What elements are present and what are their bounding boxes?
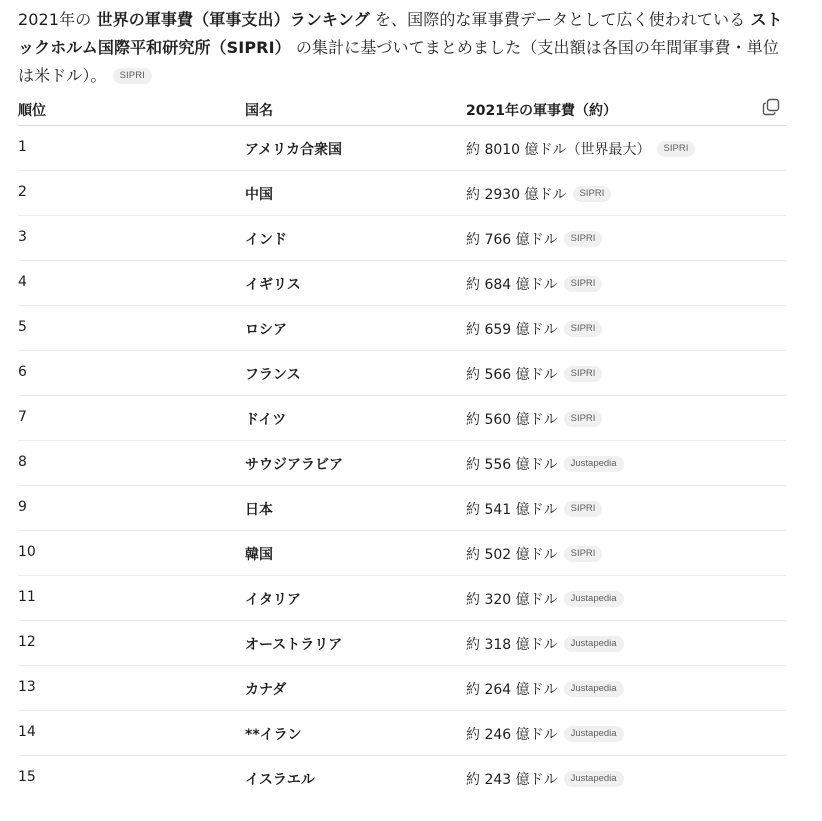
table-row: [18, 666, 786, 711]
amount-cell: [466, 499, 602, 519]
table-row: [18, 261, 786, 306]
header-amount: 2021年の軍事費（約）: [466, 103, 617, 119]
country-cell: 日本: [245, 502, 273, 518]
source-chip[interactable]: Justapedia: [564, 456, 624, 472]
rank-cell: 7: [18, 409, 27, 425]
amount-text: 約 541 億ドル: [466, 502, 558, 518]
source-chip[interactable]: SIPRI: [564, 231, 603, 247]
country-cell: アメリカ合衆国: [245, 142, 343, 158]
table-row: [18, 396, 786, 441]
amount-cell: [466, 409, 602, 429]
rank-cell: 12: [18, 634, 36, 650]
country-cell: ロシア: [245, 322, 287, 338]
source-chip[interactable]: Justapedia: [564, 681, 624, 697]
rank-cell: 1: [18, 139, 27, 155]
table-row: [18, 486, 786, 531]
rank-cell: 10: [18, 544, 36, 560]
amount-text: 約 566 億ドル: [466, 367, 558, 383]
source-chip[interactable]: SIPRI: [573, 186, 612, 202]
country-cell: インド: [245, 232, 287, 248]
country-cell: 中国: [245, 187, 273, 203]
source-chip[interactable]: SIPRI: [564, 366, 603, 382]
country-cell: カナダ: [245, 682, 287, 698]
amount-cell: [466, 679, 624, 699]
rank-cell: 5: [18, 319, 27, 335]
table-row: [18, 756, 786, 800]
amount-cell: [466, 724, 624, 744]
intro-bold-1: 世界の軍事費（軍事支出）ランキング: [96, 10, 370, 29]
amount-cell: [466, 274, 602, 294]
ranking-table: [18, 90, 786, 800]
table-row: [18, 171, 786, 216]
table-row: [18, 531, 786, 576]
table-row: [18, 351, 786, 396]
intro-text-2: を、国際的な軍事費データとして広く使われている: [369, 10, 751, 29]
citation-chip[interactable]: SIPRI: [113, 68, 152, 84]
table-body: [18, 126, 786, 800]
source-chip[interactable]: SIPRI: [657, 141, 696, 157]
country-cell: イスラエル: [245, 772, 315, 788]
amount-cell: [466, 589, 624, 609]
header-country: 国名: [245, 103, 273, 119]
source-chip[interactable]: Justapedia: [564, 636, 624, 652]
source-chip[interactable]: SIPRI: [564, 501, 603, 517]
amount-cell: [466, 769, 624, 789]
table-row: [18, 126, 786, 171]
amount-text: 約 502 億ドル: [466, 547, 558, 563]
rank-cell: 11: [18, 589, 36, 605]
source-chip[interactable]: SIPRI: [564, 546, 603, 562]
table-row: [18, 216, 786, 261]
source-chip[interactable]: SIPRI: [564, 321, 603, 337]
rank-cell: 2: [18, 184, 27, 200]
table-row: [18, 711, 786, 756]
amount-text: 約 8010 億ドル（世界最大）: [466, 142, 651, 158]
amount-cell: [466, 364, 602, 384]
amount-cell: [466, 454, 624, 474]
intro-text-1: 2021年の: [18, 10, 97, 29]
rank-cell: 14: [18, 724, 36, 740]
amount-cell: [466, 184, 611, 204]
rank-cell: 13: [18, 679, 36, 695]
rank-cell: 6: [18, 364, 27, 380]
country-cell: サウジアラビア: [245, 457, 343, 473]
amount-text: 約 560 億ドル: [466, 412, 558, 428]
country-cell: イギリス: [245, 277, 301, 293]
intro-bold-2: ストックホルム国際平和研究所（SIPRI）: [18, 10, 783, 57]
country-cell: オーストラリア: [245, 637, 343, 653]
source-chip[interactable]: SIPRI: [564, 411, 603, 427]
intro-paragraph: [18, 6, 793, 90]
amount-text: 約 320 億ドル: [466, 592, 558, 608]
intro-text-3: の集計に基づいてまとめました（支出額は各国の年間軍事費・単位は米ドル）。: [18, 38, 779, 85]
amount-cell: [466, 319, 602, 339]
amount-cell: [466, 634, 624, 654]
country-cell: **イラン: [245, 727, 302, 743]
rank-cell: 9: [18, 499, 27, 515]
amount-text: 約 659 億ドル: [466, 322, 558, 338]
source-chip[interactable]: Justapedia: [564, 726, 624, 742]
table-row: [18, 441, 786, 486]
amount-text: 約 318 億ドル: [466, 637, 558, 653]
amount-cell: [466, 544, 602, 564]
rank-cell: 8: [18, 454, 27, 470]
amount-text: 約 556 億ドル: [466, 457, 558, 473]
amount-text: 約 2930 億ドル: [466, 187, 567, 203]
table-row: [18, 621, 786, 666]
amount-cell: [466, 139, 695, 159]
country-cell: フランス: [245, 367, 301, 383]
country-cell: 韓国: [245, 547, 273, 563]
country-cell: ドイツ: [245, 412, 287, 428]
table-row: [18, 306, 786, 351]
amount-text: 約 243 億ドル: [466, 772, 558, 788]
table-row: [18, 576, 786, 621]
rank-cell: 3: [18, 229, 27, 245]
copy-icon[interactable]: [762, 98, 780, 116]
amount-text: 約 684 億ドル: [466, 277, 558, 293]
header-rank: 順位: [18, 103, 46, 119]
source-chip[interactable]: Justapedia: [564, 771, 624, 787]
country-cell: イタリア: [245, 592, 301, 608]
amount-cell: [466, 229, 602, 249]
amount-text: 約 264 億ドル: [466, 682, 558, 698]
source-chip[interactable]: SIPRI: [564, 276, 603, 292]
amount-text: 約 246 億ドル: [466, 727, 558, 743]
table-header: [18, 90, 786, 126]
source-chip[interactable]: Justapedia: [564, 591, 624, 607]
rank-cell: 4: [18, 274, 27, 290]
rank-cell: 15: [18, 769, 36, 785]
amount-text: 約 766 億ドル: [466, 232, 558, 248]
